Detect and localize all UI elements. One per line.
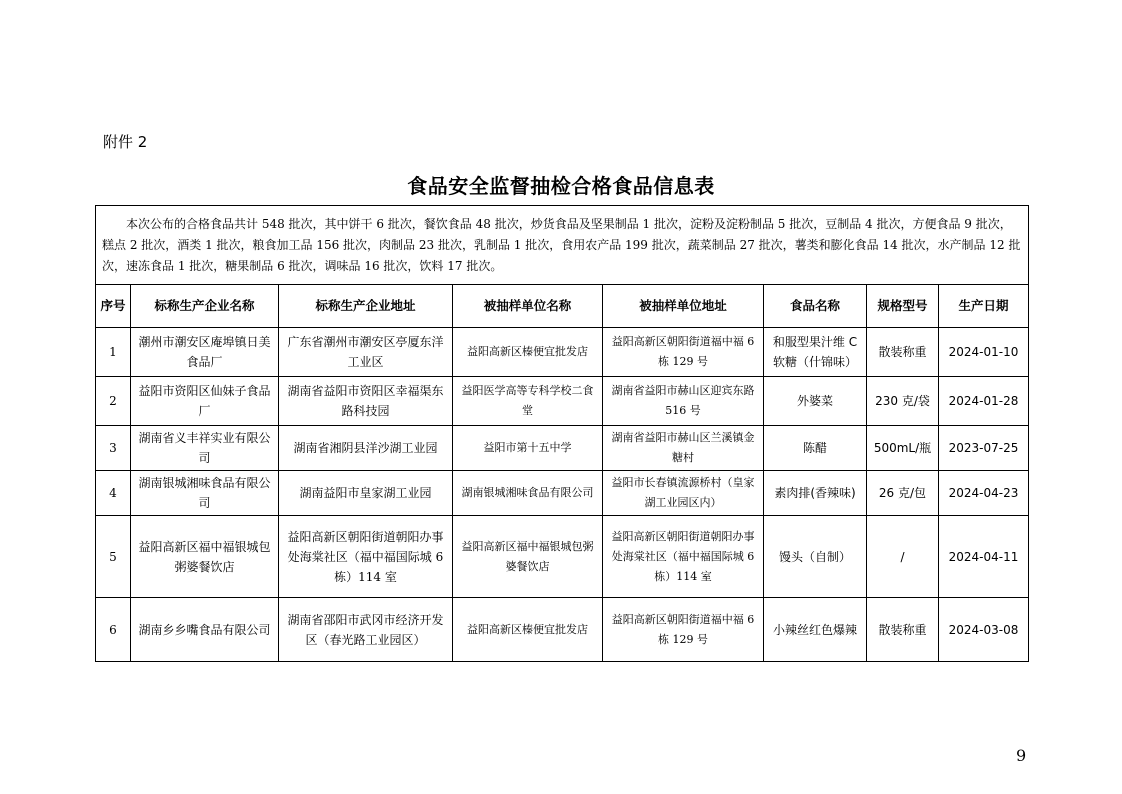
header-food-name: 食品名称 [764,285,867,328]
row-spec: 26 克/包 [867,471,939,516]
page-title: 食品安全监督抽检合格食品信息表 [407,174,715,198]
row-seq: 3 [96,426,131,471]
table-row [96,377,1029,426]
row-spec: 散装称重 [867,598,939,662]
header-producer-address: 标称生产企业地址 [279,285,453,328]
header-production-date: 生产日期 [939,285,1029,328]
row-producer-name: 湖南乡乡嘴食品有限公司 [131,598,279,662]
row-producer-address: 益阳高新区朝阳街道朝阳办事处海棠社区（福中福国际城 6 栋）114 室 [279,516,453,598]
row-sampled-unit-name: 益阳市第十五中学 [453,426,603,471]
header-spec: 规格型号 [867,285,939,328]
row-producer-name: 湖南省义丰祥实业有限公司 [131,426,279,471]
food-info-table [95,205,1029,662]
row-food-name: 和服型果汁维 C 软糖（什锦味） [764,328,867,377]
row-production-date: 2024-04-11 [939,516,1029,598]
row-sampled-unit-address: 湖南省益阳市赫山区兰溪镇金糖村 [603,426,764,471]
row-producer-address: 湖南省邵阳市武冈市经济开发区（春光路工业园区） [279,598,453,662]
page-number: 9 [1016,746,1027,765]
row-producer-address: 广东省潮州市潮安区亭厦东洋工业区 [279,328,453,377]
table-row [96,426,1029,471]
row-producer-address: 湖南益阳市皇家湖工业园 [279,471,453,516]
summary-text: 本次公布的合格食品共计 548 批次，其中饼干 6 批次，餐饮食品 48 批次，炒货食品及坚果制品 1 批次，淀粉及淀粉制品 5 批次，豆制品 4 批次，方便食品 9 批次，糕点 2 批次，酒类 1 批次，粮食加工品 156 批次，肉制品 23 批次，乳制品 1 批次，食用农产品 199 批次，蔬菜制品 27 批次，薯类和膨化食品 14 批次，水产制品 12 批次，速冻食品 1 批次，糖果制品 6 批次，调味品 16 批次，饮料 17 批次。 [96,206,1029,285]
row-sampled-unit-address: 益阳高新区朝阳街道朝阳办事处海棠社区（福中福国际城 6 栋）114 室 [603,516,764,598]
row-seq: 4 [96,471,131,516]
row-production-date: 2024-03-08 [939,598,1029,662]
row-sampled-unit-address: 益阳市长春镇流源桥村（皇家湖工业园区内） [603,471,764,516]
header-seq: 序号 [96,285,131,328]
row-producer-name: 益阳高新区福中福银城包粥婆餐饮店 [131,516,279,598]
row-sampled-unit-name: 益阳医学高等专科学校二食堂 [453,377,603,426]
row-seq: 5 [96,516,131,598]
row-sampled-unit-name: 益阳高新区福中福银城包粥婆餐饮店 [453,516,603,598]
row-production-date: 2024-01-28 [939,377,1029,426]
header-sampled-unit-name: 被抽样单位名称 [453,285,603,328]
row-sampled-unit-address: 湖南省益阳市赫山区迎宾东路 516 号 [603,377,764,426]
summary-row [96,206,1029,285]
row-seq: 6 [96,598,131,662]
row-producer-name: 潮州市潮安区庵埠镇日美食品厂 [131,328,279,377]
header-sampled-unit-address: 被抽样单位地址 [603,285,764,328]
row-production-date: 2024-01-10 [939,328,1029,377]
row-food-name: 馒头（自制） [764,516,867,598]
row-producer-name: 湖南银城湘味食品有限公司 [131,471,279,516]
row-production-date: 2024-04-23 [939,471,1029,516]
row-food-name: 陈醋 [764,426,867,471]
row-seq: 1 [96,328,131,377]
row-food-name: 小辣丝红色爆辣 [764,598,867,662]
header-row [96,285,1029,328]
attachment-label: 附件 2 [103,133,148,151]
table-row [96,328,1029,377]
row-food-name: 外婆菜 [764,377,867,426]
row-sampled-unit-address: 益阳高新区朝阳街道福中福 6 栋 129 号 [603,598,764,662]
row-sampled-unit-name: 益阳高新区榛便宜批发店 [453,598,603,662]
header-producer-name: 标称生产企业名称 [131,285,279,328]
row-sampled-unit-name: 湖南银城湘味食品有限公司 [453,471,603,516]
row-spec: / [867,516,939,598]
row-producer-address: 湖南省湘阴县洋沙湖工业园 [279,426,453,471]
row-food-name: 素肉排(香辣味) [764,471,867,516]
row-sampled-unit-name: 益阳高新区榛便宜批发店 [453,328,603,377]
row-producer-name: 益阳市资阳区仙妹子食品厂 [131,377,279,426]
row-production-date: 2023-07-25 [939,426,1029,471]
row-spec: 散装称重 [867,328,939,377]
table-row [96,471,1029,516]
row-seq: 2 [96,377,131,426]
row-producer-address: 湖南省益阳市资阳区幸福渠东路科技园 [279,377,453,426]
row-spec: 500mL/瓶 [867,426,939,471]
row-sampled-unit-address: 益阳高新区朝阳街道福中福 6 栋 129 号 [603,328,764,377]
table-row [96,598,1029,662]
table-row [96,516,1029,598]
row-spec: 230 克/袋 [867,377,939,426]
